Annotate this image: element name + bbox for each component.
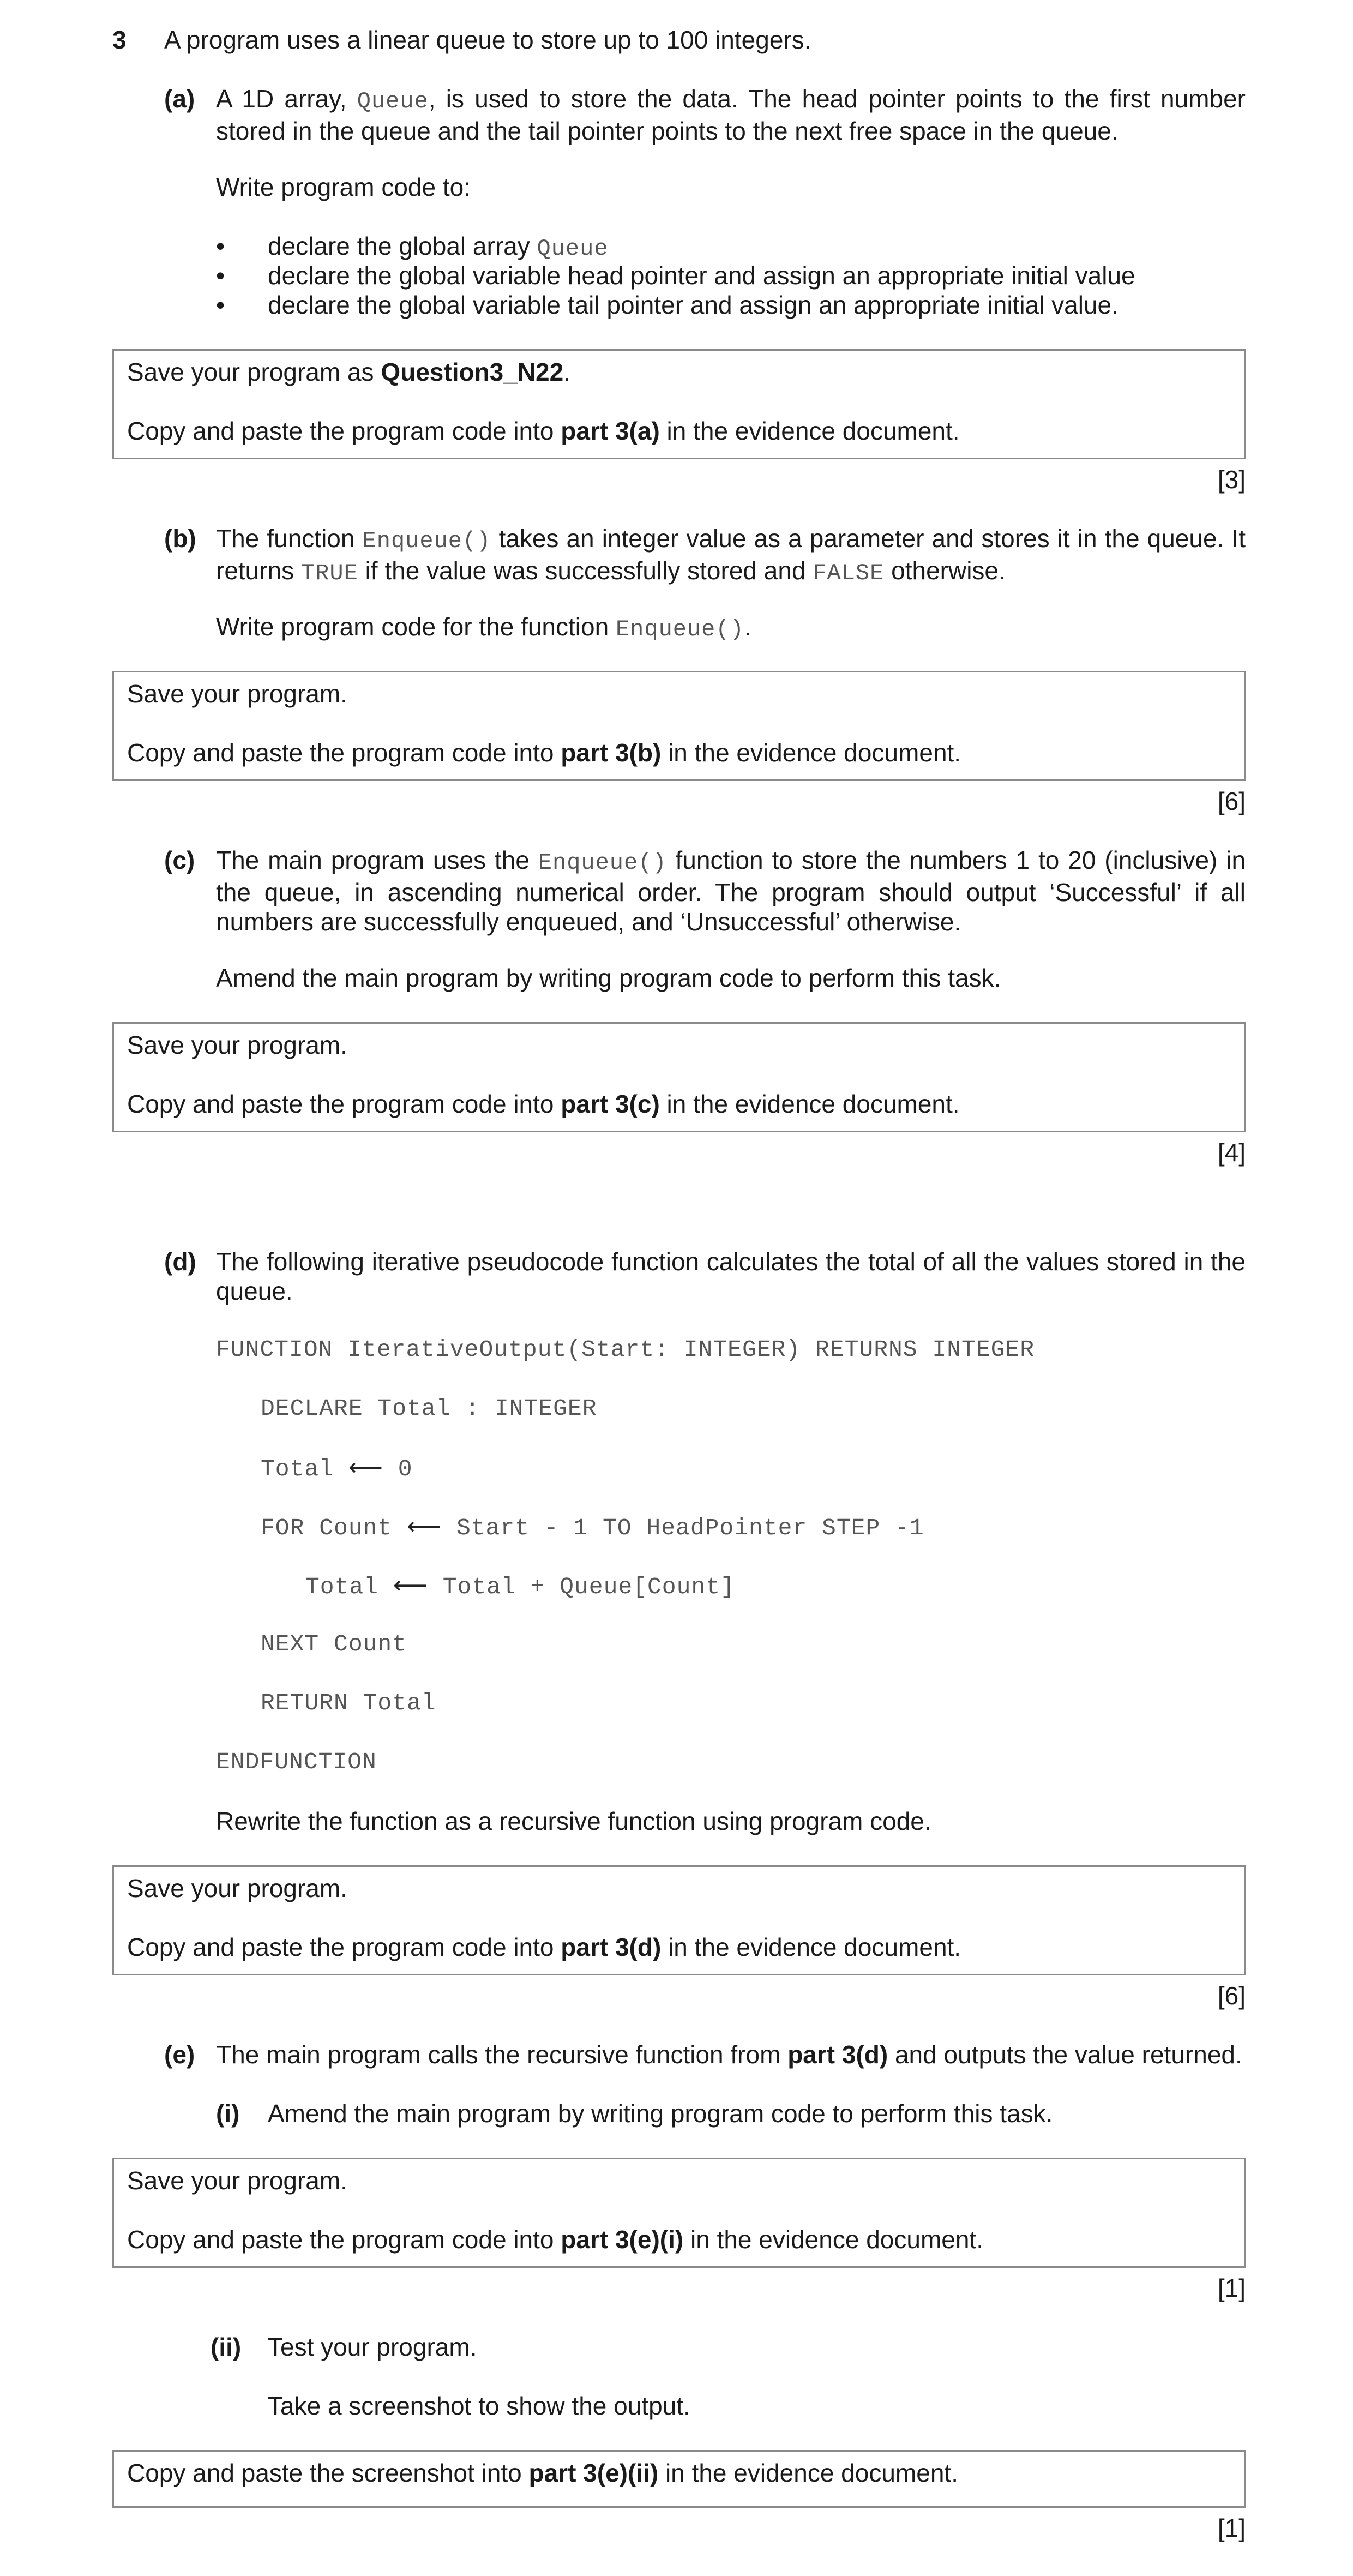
part-c-label: (c) xyxy=(164,846,195,874)
part-b-evidence-box xyxy=(112,671,1246,781)
part-d-text: The following iterative pseudocode function calculates the total of all the values stored in the queue. xyxy=(216,1247,1246,1305)
part-e-i-marks: [1] xyxy=(1217,2274,1246,2302)
part-e-i-copy-line xyxy=(127,2225,983,2254)
code-token: Total + Queue[Count] xyxy=(442,1574,735,1600)
pseudocode-line-4 xyxy=(261,1512,924,1543)
code-token: Total xyxy=(261,1456,334,1482)
part-b-marks: [6] xyxy=(1217,787,1246,815)
part-e-i-text: Amend the main program by writing program code to perform this task. xyxy=(268,2099,1053,2128)
copy-suffix: in the evidence document. xyxy=(666,417,960,445)
part-e-text xyxy=(216,2040,1242,2069)
save-name: Question3_N22 xyxy=(381,358,564,386)
code-token: Start - 1 TO HeadPointer STEP -1 xyxy=(456,1515,924,1541)
part-e-ii-marks: [1] xyxy=(1217,2514,1246,2542)
copy-suffix: in the evidence document. xyxy=(668,738,961,767)
part-b-copy-line xyxy=(127,738,961,767)
part-b-code-enqueue: Enqueue() xyxy=(362,528,491,554)
part-b-instruction xyxy=(216,612,751,644)
copy-suffix: in the evidence document. xyxy=(668,1933,961,1961)
part-b-code-false: FALSE xyxy=(813,560,885,586)
part-a-marks: [3] xyxy=(1217,465,1246,494)
part-a-bullet-1-text xyxy=(268,231,609,263)
copy-part: part 3(b) xyxy=(561,738,662,767)
part-a-bullet-2: • xyxy=(216,261,225,290)
part-b-instruction-code: Enqueue() xyxy=(615,616,744,643)
save-prefix: Save your program as xyxy=(127,358,374,386)
part-c-evidence-box xyxy=(112,1022,1246,1132)
pseudocode-line-5 xyxy=(305,1571,735,1602)
part-d-copy-line xyxy=(127,1932,961,1962)
copy-prefix: Copy and paste the screenshot into xyxy=(127,2459,522,2487)
copy-prefix: Copy and paste the program code into xyxy=(127,2225,554,2254)
part-b-text-2: takes an integer value as a parameter and stores it in the queue. It returns xyxy=(216,524,1246,585)
part-e-i-save-line: Save your program. xyxy=(127,2166,347,2195)
part-b-label: (b) xyxy=(164,524,196,553)
assign-arrow-icon: ⟵ xyxy=(393,1571,428,1599)
part-d-label: (d) xyxy=(164,1247,196,1276)
part-e-text-2: and outputs the value returned. xyxy=(894,2040,1242,2069)
part-c-marks: [4] xyxy=(1217,1138,1246,1167)
copy-prefix: Copy and paste the program code into xyxy=(127,417,554,445)
save-suffix: . xyxy=(563,358,571,386)
bullet-1-code: Queue xyxy=(537,236,609,262)
code-token: FOR Count xyxy=(261,1515,393,1541)
part-e-label: (e) xyxy=(164,2040,195,2069)
copy-suffix: in the evidence document. xyxy=(690,2225,983,2254)
part-a-instruction: Write program code to: xyxy=(216,173,471,201)
part-a-text-1: A 1D array, xyxy=(216,85,347,113)
code-token: 0 xyxy=(398,1456,413,1482)
part-a-bullet-1: • xyxy=(216,232,225,260)
code-token: Total xyxy=(305,1574,379,1600)
copy-suffix: in the evidence document. xyxy=(666,1090,960,1118)
copy-part: part 3(e)(i) xyxy=(561,2225,684,2254)
part-a-bullet-3: • xyxy=(216,291,225,319)
bullet-1-text: declare the global array xyxy=(268,232,530,260)
part-e-text-bold: part 3(d) xyxy=(787,2040,888,2069)
copy-prefix: Copy and paste the program code into xyxy=(127,738,554,767)
part-a-bullet-3-text: declare the global variable tail pointer and assign an appropriate initial value. xyxy=(268,291,1119,319)
part-a-bullet-2-text: declare the global variable head pointer and assign an appropriate initial value xyxy=(268,261,1135,290)
part-b-text xyxy=(216,524,1246,588)
part-b-instruction-end: . xyxy=(744,613,751,641)
question-intro: A program uses a linear queue to store up to 100 integers. xyxy=(164,26,811,54)
pseudocode-line-7: RETURN Total xyxy=(261,1690,436,1716)
part-c-save-line: Save your program. xyxy=(127,1031,347,1059)
part-c-text xyxy=(216,845,1246,936)
part-e-ii-copy-line xyxy=(127,2458,958,2488)
part-c-copy-line xyxy=(127,1089,960,1119)
part-b-code-true: TRUE xyxy=(300,560,358,586)
part-a-text-2: , is used to store the data. The head pointer points to the first number stored in the queue and the tail pointer points to the next free space in the queue. xyxy=(216,85,1246,145)
part-e-ii-instruction: Take a screenshot to show the output. xyxy=(268,2392,690,2420)
part-e-i-evidence-box xyxy=(112,2158,1246,2268)
pseudocode-line-2: DECLARE Total : INTEGER xyxy=(261,1395,597,1422)
part-a-text xyxy=(216,84,1246,146)
part-c-code-enqueue: Enqueue() xyxy=(538,850,667,876)
copy-part: part 3(c) xyxy=(561,1090,660,1118)
part-a-save-line xyxy=(127,357,570,387)
part-b-text-3: if the value was successfully stored and xyxy=(365,556,806,585)
part-b-text-4: otherwise. xyxy=(891,556,1006,585)
part-e-ii-evidence-box xyxy=(112,2450,1246,2508)
copy-prefix: Copy and paste the program code into xyxy=(127,1090,554,1118)
pseudocode-line-8: ENDFUNCTION xyxy=(216,1749,377,1775)
part-e-i-label: (i) xyxy=(216,2099,240,2128)
copy-part: part 3(a) xyxy=(561,417,660,445)
part-b-text-1: The function xyxy=(216,524,355,553)
assign-arrow-icon: ⟵ xyxy=(407,1512,442,1540)
part-c-text-2: function to store the numbers 1 to 20 (inclusive) in the queue, in ascending numerical order. The program should output ‘Successful’ if all numbers are successfully enqueued, and ‘Unsuccessful’ otherwise. xyxy=(216,846,1246,936)
copy-part: part 3(d) xyxy=(561,1933,662,1961)
part-e-text-1: The main program calls the recursive function from xyxy=(216,2040,781,2069)
part-c-text-1: The main program uses the xyxy=(216,846,530,874)
part-d-marks: [6] xyxy=(1217,1981,1246,2010)
question-number: 3 xyxy=(112,26,127,54)
assign-arrow-icon: ⟵ xyxy=(348,1454,383,1481)
copy-part: part 3(e)(ii) xyxy=(528,2459,659,2487)
part-b-instruction-text: Write program code for the function xyxy=(216,613,609,641)
part-d-save-line: Save your program. xyxy=(127,1874,347,1902)
part-c-instruction: Amend the main program by writing program code to perform this task. xyxy=(216,964,1001,992)
part-d-evidence-box xyxy=(112,1865,1246,1975)
pseudocode-line-6: NEXT Count xyxy=(261,1631,407,1658)
pseudocode-line-1: FUNCTION IterativeOutput(Start: INTEGER) RETURNS INTEGER xyxy=(216,1336,1035,1363)
part-e-ii-label: (ii) xyxy=(211,2333,242,2361)
pseudocode-line-3 xyxy=(261,1453,413,1484)
part-a-evidence-box xyxy=(112,349,1246,459)
part-a-code-queue: Queue xyxy=(357,88,429,115)
part-a-copy-line xyxy=(127,416,960,446)
part-a-label: (a) xyxy=(164,85,195,113)
copy-suffix: in the evidence document. xyxy=(665,2459,958,2487)
part-b-save-line: Save your program. xyxy=(127,680,347,708)
part-d-instruction: Rewrite the function as a recursive function using program code. xyxy=(216,1807,931,1835)
part-e-ii-text: Test your program. xyxy=(268,2333,477,2361)
copy-prefix: Copy and paste the program code into xyxy=(127,1933,554,1961)
